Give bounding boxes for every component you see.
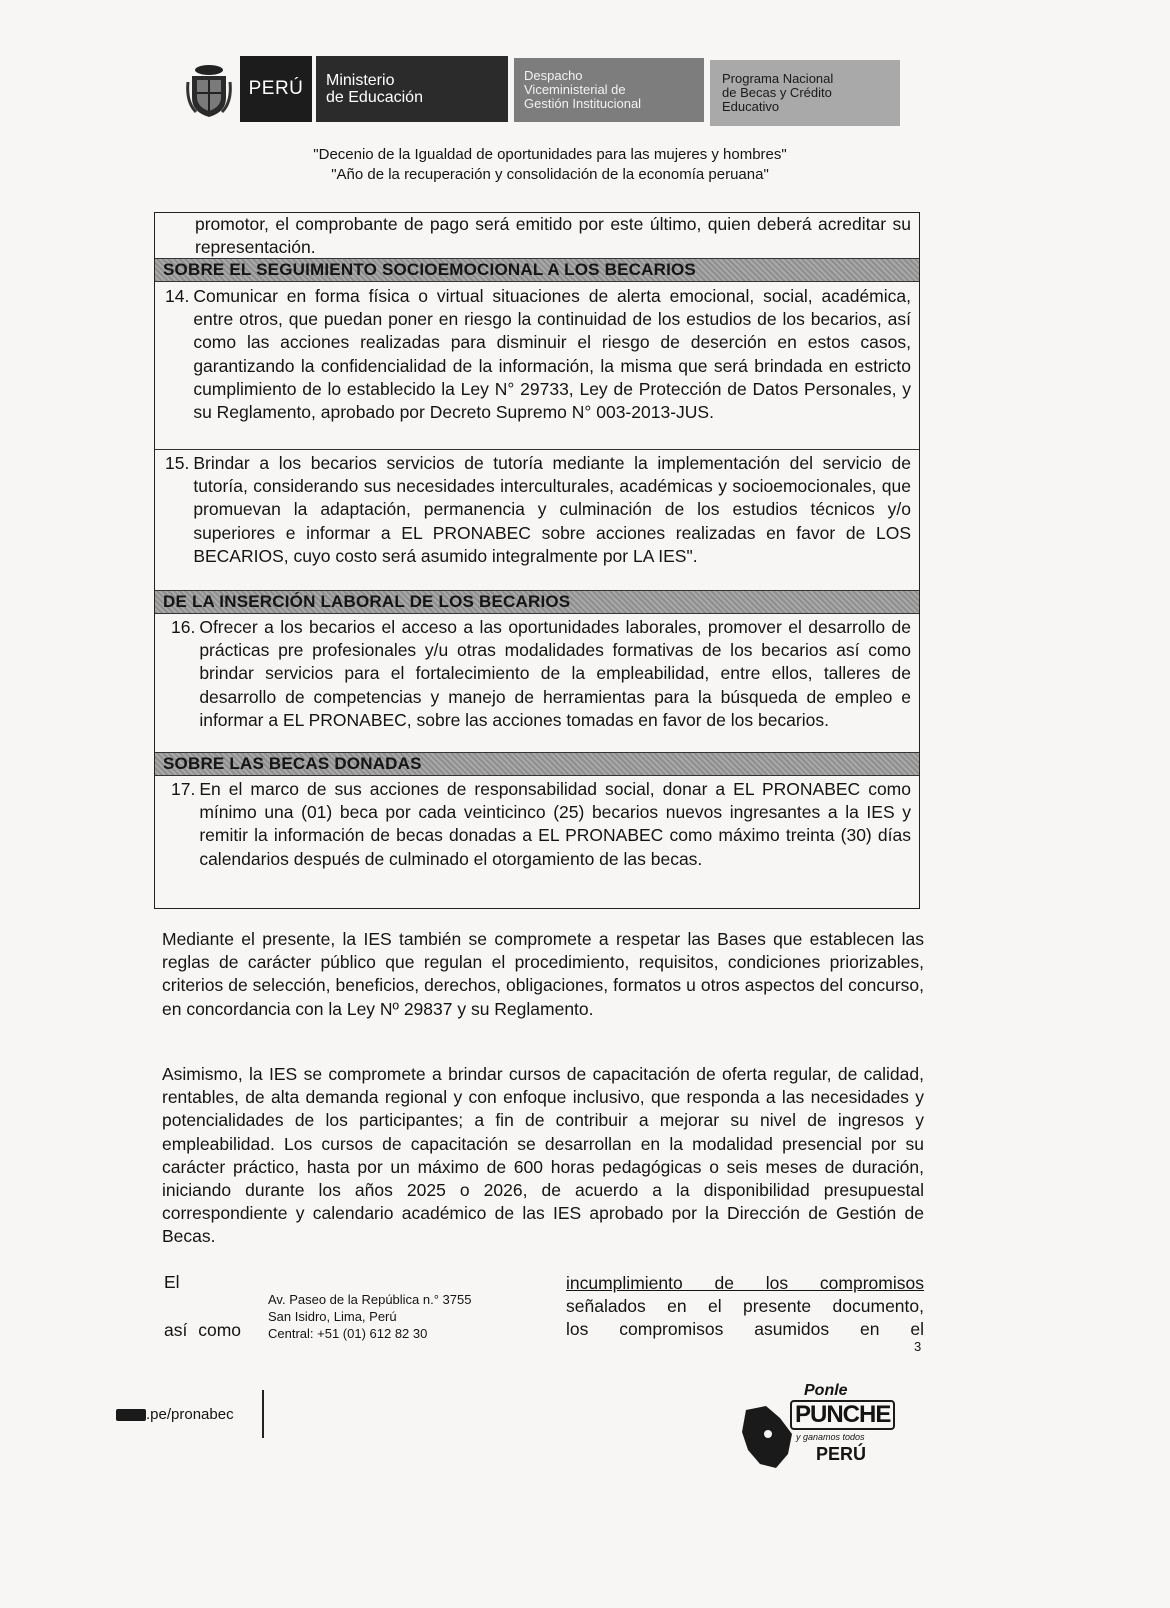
item-text: Comunicar en forma física o virtual situaciones de alerta emocional, social, académica, entre otros, que puedan poner en riesgo la continuidad de los estudios de los becarios, así como las acciones realizadas para disminuir el riesgo de deserción en estos casos, garantizando la confidencialidad de la información, la misma que será brindada en estricto cumplimiento de lo establecido la Ley N° 29733, Ley de Protección de Datos Personales, y su Reglamento, aprobado por Decreto Supremo N° 003-2013-JUS. bbox=[193, 286, 911, 423]
social-handle bbox=[116, 1406, 234, 1423]
section-header: DE LA INSERCIÓN LABORAL DE LOS BECARIOS bbox=[155, 590, 919, 614]
logo-ponle: Ponle bbox=[804, 1382, 848, 1399]
table-row bbox=[155, 450, 919, 590]
social-divider bbox=[262, 1390, 264, 1438]
address-line-3: Central: +51 (01) 612 82 30 bbox=[268, 1326, 428, 1341]
item-text: Brindar a los becarios servicios de tutoría mediante la implementación del servicio de tutoría, considerando sus necesidades interculturales, académicas y socioemocionales, que promuevan la adaptación, permanencia y culminación de los estudios técnicos y/o superiores e informar a EL PRONABEC sobre acciones realizadas en favor de LOS BECARIOS, cuyo costo será asumido integralmente por LA IES". bbox=[193, 453, 911, 566]
despacho-line-2: Viceministerial de bbox=[524, 82, 626, 97]
logo-punche: PUNCHE bbox=[790, 1400, 895, 1430]
right-line-2: señalados en el presente documento, bbox=[566, 1296, 924, 1317]
ministerio-line-2: de Educación bbox=[326, 89, 423, 106]
programa-line-1: Programa Nacional bbox=[722, 71, 834, 86]
table-row bbox=[155, 614, 919, 752]
right-line-3: los compromisos asumidos en el bbox=[566, 1319, 924, 1340]
social-icons bbox=[116, 1409, 146, 1421]
paragraph-capacitacion: Asimismo, la IES se compromete a brindar cursos de capacitación de oferta regular, de calidad, rentables, de alta demanda regional y con enfoque inclusivo, que responda a las necesidades y potencialidades de los participantes; a fin de contribuir a mejorar su nivel de ingresos y empleabilidad. Los cursos de capacitación se desarrollan en la modalidad presencial por su carácter práctico, hasta por un máximo de 600 horas pedagógicas o seis meses de duración, iniciando durante los años 2025 o 2026, de acuerdo a la disponibilidad presupuestal correspondiente y calendario académico de las IES aprobado por la Dirección de Gestión de Becas. bbox=[162, 1064, 924, 1247]
item-number: 15. bbox=[165, 453, 190, 473]
page-number: 3 bbox=[914, 1339, 922, 1354]
pronabec-box bbox=[710, 60, 900, 126]
social-handle-text: .pe/pronabec bbox=[146, 1406, 234, 1423]
right-column-text bbox=[566, 1272, 924, 1342]
item-number: 17. bbox=[171, 779, 196, 799]
ponle-punche-logo bbox=[736, 1384, 892, 1478]
ministerio-box bbox=[316, 56, 508, 122]
left-word-el: El bbox=[164, 1272, 180, 1292]
item-text: Ofrecer a los becarios el acceso a las oportunidades laborales, promover el desarrollo de prácticas pre profesionales y/u otras modalidades formativas de los becarios así como brindar servicios para el fortalecimiento de la empleabilidad, entre ellos, talleres de desarrollo de competencias y manejo de herramientas para la búsqueda de empleo e informar a EL PRONABEC, sobre las acciones tomadas en favor de los becarios. bbox=[199, 617, 911, 730]
logo-peru: PERÚ bbox=[816, 1444, 867, 1464]
continuation-text: promotor, el comprobante de pago será emitido por este último, quien deberá acreditar su representación. bbox=[195, 214, 911, 258]
decenio-motto: "Decenio de la Igualdad de oportunidades para las mujeres y hombres" bbox=[313, 146, 787, 163]
peru-label: PERÚ bbox=[248, 78, 304, 99]
section-header: SOBRE EL SEGUIMIENTO SOCIOEMOCIONAL A LOS BECARIOS bbox=[155, 258, 919, 282]
paragraph-bases: Mediante el presente, la IES también se compromete a respetar las Bases que establecen las reglas de carácter público que regulan el procedimiento, requisitos, condiciones priorizables, criterios de selección, beneficios, derechos, obligaciones, formatos u otros aspectos del concurso, en concordancia con la Ley Nº 29837 y su Reglamento. bbox=[162, 929, 924, 1019]
left-word-asi-como: así como bbox=[164, 1320, 241, 1340]
coat-of-arms-icon bbox=[186, 62, 232, 118]
address-line-2: San Isidro, Lima, Perú bbox=[268, 1309, 397, 1324]
item-text: En el marco de sus acciones de responsabilidad social, donar a EL PRONABEC como mínimo una (01) beca por cada veinticinco (25) becarios nuevos ingresantes a la IES y remitir la información de becas donadas a EL PRONABEC como máximo treinta (30) días calendarios después de culminado el otorgamiento de las becas. bbox=[199, 779, 911, 869]
item-number: 14. bbox=[165, 286, 190, 306]
peru-map-icon bbox=[736, 1404, 798, 1472]
section-header: SOBRE LAS BECAS DONADAS bbox=[155, 752, 919, 776]
year-motto: "Año de la recuperación y consolidación de la economía peruana" bbox=[331, 166, 769, 183]
commitments-table bbox=[154, 212, 920, 909]
despacho-line-3: Gestión Institucional bbox=[524, 96, 642, 111]
table-row bbox=[155, 776, 919, 910]
programa-line-2: de Becas y Crédito bbox=[722, 85, 832, 100]
peru-logo-box bbox=[240, 56, 312, 122]
logo-ganamos: y ganamos todos bbox=[796, 1432, 865, 1442]
table-row bbox=[155, 213, 919, 258]
address-line-1: Av. Paseo de la República n.° 3755 bbox=[268, 1292, 472, 1307]
despacho-box bbox=[514, 58, 704, 122]
ministerio-line-1: Ministerio bbox=[326, 72, 395, 89]
header bbox=[0, 0, 1170, 190]
table-row bbox=[155, 283, 919, 450]
programa-line-3: Educativo bbox=[722, 99, 780, 114]
despacho-line-1: Despacho bbox=[524, 68, 583, 83]
item-number: 16. bbox=[171, 617, 196, 637]
right-line-1: incumplimiento de los compromisos bbox=[566, 1273, 924, 1293]
